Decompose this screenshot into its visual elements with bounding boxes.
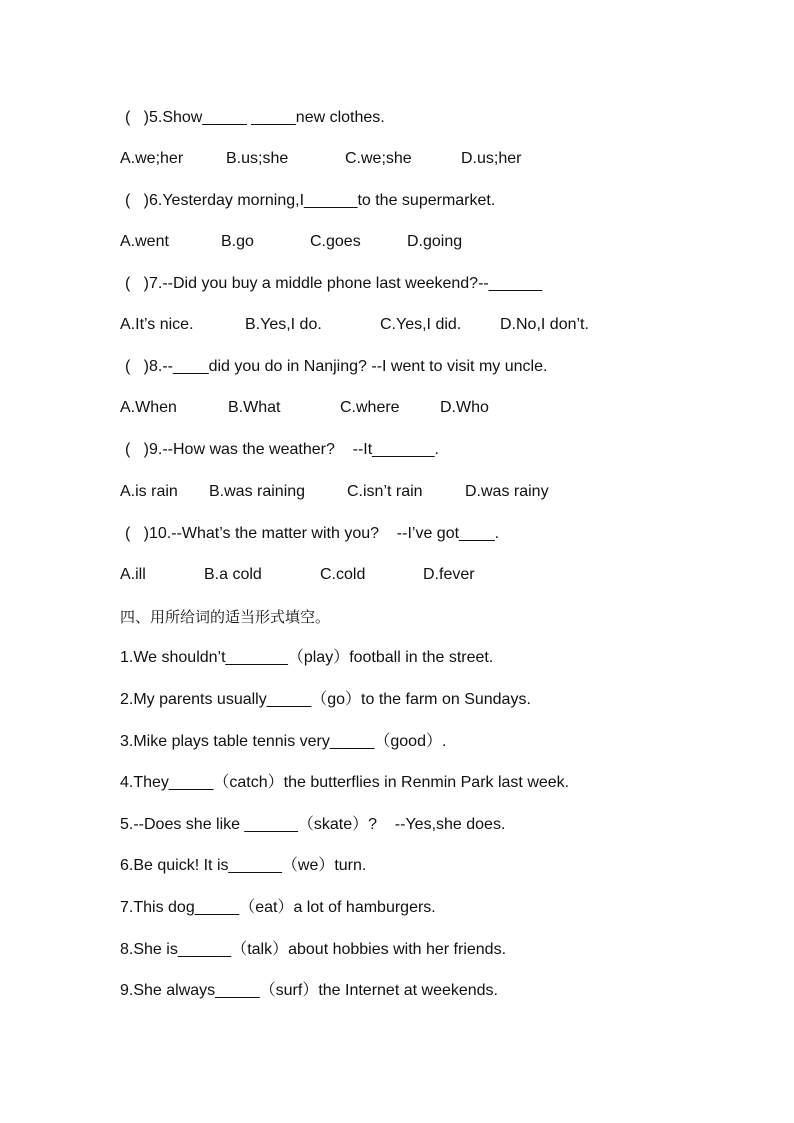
fill-item-3: 3.Mike plays table tennis very_____（good）. xyxy=(120,733,447,750)
option-d: D.us;her xyxy=(461,150,522,167)
option-b: B.was raining xyxy=(209,483,306,500)
question-6-stem: ( )6.Yesterday morning,I______to the supermarket. xyxy=(125,192,496,209)
fill-item-8: 8.She is______（talk）about hobbies with her friends. xyxy=(120,941,507,958)
option-d: D.was rainy xyxy=(465,483,549,500)
option-c: C.Yes,I did. xyxy=(380,316,462,333)
option-a: A.ill xyxy=(120,566,146,583)
question-8-stem: ( )8.--____did you do in Nanjing? --I went to visit my uncle. xyxy=(125,358,548,375)
section-4-title: 四、用所给词的适当形式填空。 xyxy=(120,608,331,626)
option-b: B.Yes,I do. xyxy=(245,316,322,333)
fill-item-2: 2.My parents usually_____（go）to the farm on Sundays. xyxy=(120,691,531,708)
option-c: C.we;she xyxy=(345,150,412,167)
option-b: B.What xyxy=(228,399,281,416)
option-a: A.went xyxy=(120,233,169,250)
option-b: B.a cold xyxy=(204,566,262,583)
fill-item-1: 1.We shouldn’t_______（play）football in the street. xyxy=(120,649,494,666)
question-10-stem: ( )10.--What’s the matter with you? --I’ve got____. xyxy=(125,525,500,542)
question-7-stem: ( )7.--Did you buy a middle phone last weekend?--______ xyxy=(125,275,543,292)
option-d: D.Who xyxy=(440,399,489,416)
fill-item-4: 4.They_____（catch）the butterflies in Renmin Park last week. xyxy=(120,774,570,791)
question-5-stem: ( )5.Show_____ _____new clothes. xyxy=(125,109,385,126)
option-d: D.No,I don’t. xyxy=(500,316,589,333)
option-a: A.is rain xyxy=(120,483,178,500)
option-c: C.isn’t rain xyxy=(347,483,423,500)
option-c: C.cold xyxy=(320,566,366,583)
fill-item-6: 6.Be quick! It is______（we）turn. xyxy=(120,857,367,874)
option-b: B.us;she xyxy=(226,150,289,167)
option-a: A.When xyxy=(120,399,177,416)
fill-item-7: 7.This dog_____（eat）a lot of hamburgers. xyxy=(120,899,436,916)
option-c: C.where xyxy=(340,399,400,416)
option-d: D.going xyxy=(407,233,463,250)
fill-item-9: 9.She always_____（surf）the Internet at weekends. xyxy=(120,982,499,999)
option-c: C.goes xyxy=(310,233,361,250)
question-9-stem: ( )9.--How was the weather? --It_______. xyxy=(125,441,439,458)
option-a: A.we;her xyxy=(120,150,184,167)
fill-item-5: 5.--Does she like ______（skate）? --Yes,she does. xyxy=(120,816,506,833)
option-a: A.It’s nice. xyxy=(120,316,194,333)
option-d: D.fever xyxy=(423,566,475,583)
option-b: B.go xyxy=(221,233,254,250)
